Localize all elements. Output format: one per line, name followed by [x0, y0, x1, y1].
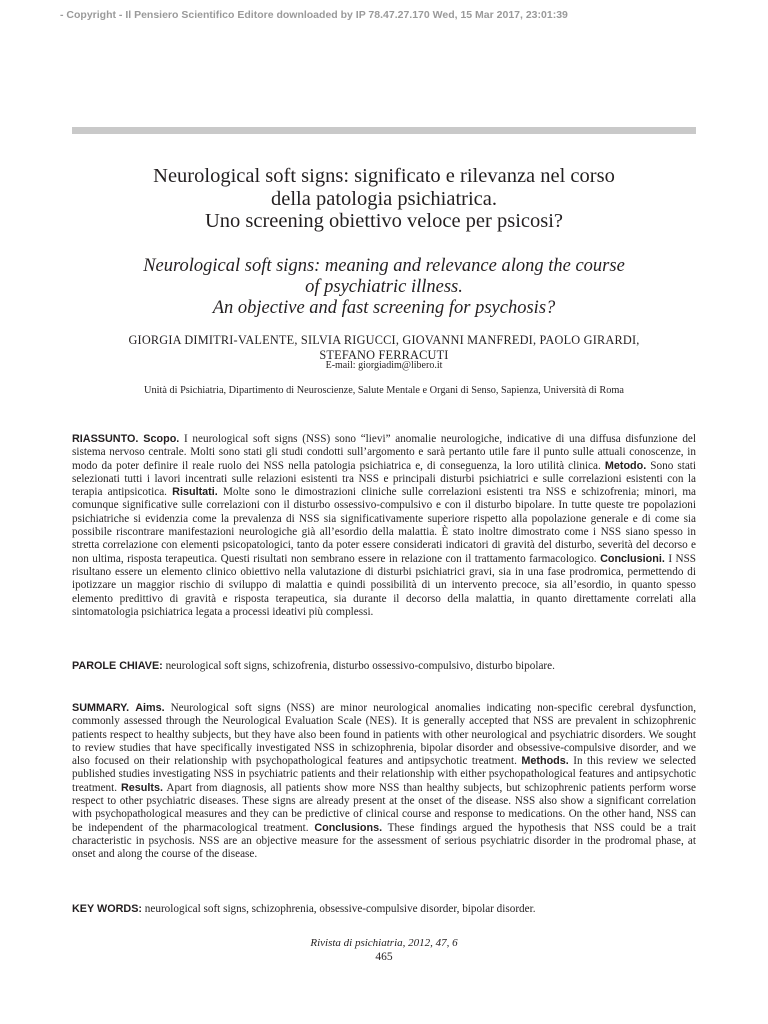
parole-chiave-text: neurological soft signs, schizofrenia, disturbo ossessivo-compulsivo, disturbo bipolare. [165, 660, 555, 672]
riassunto-heading: RIASSUNTO [72, 433, 136, 445]
author-list [60, 333, 708, 362]
parole-chiave-heading: PAROLE CHIAVE: [72, 660, 163, 672]
riassunto-abstract: RIASSUNTO. Scopo. I neurological soft signs (NSS) sono “lievi” anomalie neurologiche, indicative di una diffusa disfunzione del sistema nervoso centrale. Molti sono stati gli studi condotti sull’argomento e sarà pertanto utile fare il punto sulle attuali conoscenze, in modo da poter definire il reale ruolo dei NSS nella patologia psichiatrica e, di conseguenza, la loro utilità clinica. Metodo. Sono stati selezionati tutti i lavori incentrati sulle relazioni esistenti tra NSS e principali disturbi psichiatrici e sulle correlazioni esistenti con la terapia antipsicotica. Risultati. Molte sono le dimostrazioni cliniche sulle correlazioni esistenti tra NSS e schizofrenia; minori, ma comunque significative sulle correlazioni con il disturbo ossessivo-compulsivo e con il disturbo bipolare. In tutte queste tre popolazioni psichiatriche si evidenzia come la prevalenza di NSS sia significativamente superiore rispetto alla popolazione generale e di come sia possibile riscontrare manifestazioni neurologiche già all’esordio della malattia. È stato inoltre dimostrato come i NSS siano spesso in stretta correlazione con elementi psicopatologici, tanto da poter essere considerati indicatori di gravità del disturbo, severità del decorso e non ultima, risposta terapeutica. Questi risultati non sembrano essere in relazione con il trattamento farmacologico. Conclusioni. I NSS risultano essere un elemento clinico obiettivo nella valutazione di disturbi psichiatrici gravi, sia in una fase prodromica, permettendo di ipotizzare un maggior rischio di sviluppo di malattia e quindi possibilità di un intervento precoce, sia all’esordio, in quanto spesso elemento predittivo di gravità e risposta terapeutica, sia durante il decorso della malattia, in quanto direttamente correlati alla sintomatologia psichiatrica legata a processi ideativi più complessi. [72, 433, 697, 618]
conclusioni-heading: Conclusioni. [600, 552, 665, 565]
title-italian-line: Uno screening obiettivo veloce per psicosi? [204, 210, 564, 232]
key-words-text: neurological soft signs, schizophrenia, obsessive-compulsive disorder, bipolar disorder. [144, 903, 536, 915]
risultati-heading: Risultati. [172, 486, 218, 499]
metodo-heading: Metodo. [604, 459, 647, 472]
title-english-line: of psychiatric illness. [305, 277, 463, 297]
conclusions-heading: Conclusions. [314, 821, 383, 834]
title-italian-line: Neurological soft signs: significato e rilevanza nel corso [153, 165, 615, 187]
results-text: Apart from diagnosis, all patients show more NSS than healthy subjects, but schizophrenic patients perform worse respect to other psychiatric diseases. These signs are already present at the onset of the disease. NSS also show a significant correlation with psychopathological measures and they can be predictive of clinical course and response to medications. On the other hand, NSS can be independent of the pharmacological treatment. [72, 781, 697, 834]
risultati-text: Molte sono le dimostrazioni cliniche sulle correlazioni esistenti tra NSS e schizofrenia; minori, ma comunque significative sulle correlazioni con il disturbo ossessivo-compulsivo e con il disturbo bipolare. In tutte queste tre popolazioni psichiatriche si evidenzia come la prevalenza di NSS sia significativamente superiore rispetto alla popolazione generale e di come sia possibile riscontrare manifestazioni neurologiche già all’esordio della malattia. È stato inoltre dimostrato come i NSS siano spesso in stretta correlazione con elementi psicopatologici, tanto da poter essere considerati indicatori di gravità del disturbo, severità del decorso e non ultima, risposta terapeutica. Questi risultati non sembrano essere in relazione con il trattamento farmacologico. [72, 486, 696, 565]
affiliation: Unità di Psichiatria, Dipartimento di Neuroscienze, Salute Mentale e Organi di Senso, Sapienza, Università di Roma [144, 385, 624, 396]
title-italian [60, 165, 708, 233]
metodo-text: Sono stati selezionati tutti i lavori incentrati sulle relazioni esistenti tra NSS e principali disturbi psichiatrici e sulle correlazioni esistenti con la terapia antipsicotica. [72, 459, 697, 499]
author-line: STEFANO FERRACUTI [319, 347, 449, 362]
methods-text: In this review we selected published studies investigating NSS in psychiatric patients and their relationship with either psychopathological features and antipsychotic treatment. [72, 755, 697, 794]
parole-chiave [72, 660, 696, 673]
key-words [72, 903, 696, 916]
conclusions-text: These findings argued the hypothesis that NSS could be a trait characteristic in psychosis. NSS are an objective measure for the assessment of serious psychiatric disorder in the prodromal phase, at onset and along the course of the disease. [72, 821, 696, 861]
scopo-heading: Scopo. [143, 433, 180, 445]
methods-heading: Methods. [521, 755, 569, 768]
aims-text: Neurological soft signs (NSS) are minor neurological anomalies indicating non-specific cerebral dysfunction, commonly assessed through the Neurological Evaluation Scale (NES). It is generally accepted that NSS are prevalent in schizophrenic patients respect to healthy subjects, but they have also been found in patients with other neurological and psychiatric disorders. We sought to review studies that have specifically investigated NSS in schizophrenia, bipolar disorder and obsessive-compulsive disorder, and we also focused on their relationship with psychopathological features and antipsychotic treatment. [72, 702, 697, 768]
scopo-text: I neurological soft signs (NSS) sono “lievi” anomalie neurologiche, indicative di una diffusa disfunzione del sistema nervoso centrale. Molti sono stati gli studi condotti sull’argomento e sarà pertanto utile fare il punto sulle attuali conoscenze, in modo da poter definire il reale ruolo dei NSS nella patologia psichiatrica e, di conseguenza, la loro utilità clinica. [72, 433, 697, 472]
copyright-notice: - Copyright - Il Pensiero Scientifico Editore downloaded by IP 78.47.27.170 Wed, 15 Mar 2017, 23:01:39 [60, 9, 568, 21]
summary-heading: SUMMARY. [72, 702, 130, 714]
title-english-line: Neurological soft signs: meaning and relevance along the course [143, 256, 625, 276]
key-words-heading: KEY WORDS: [72, 903, 142, 915]
page-number: 465 [375, 951, 393, 963]
aims-heading: Aims. [135, 702, 165, 714]
title-italian-line: della patologia psichiatrica. [271, 187, 497, 210]
conclusioni-text: I NSS risultano essere un elemento clinico obiettivo nella valutazione di disturbi psichiatrici gravi, sia in una fase prodromica, permettendo di ipotizzare un maggior rischio di sviluppo di malattia e quindi possibilità di un intervento precoce, sia all’esordio, in quanto spesso elemento predittivo di gravità e risposta terapeutica, sia durante il decorso della malattia, in quanto direttamente correlati alla sintomatologia psichiatrica legata a processi ideativi più complessi. [72, 552, 697, 618]
author-email[interactable]: E-mail: giorgiadim@libero.it [325, 360, 443, 371]
header-rule [72, 127, 696, 134]
summary-abstract [72, 702, 696, 862]
author-line: GIORGIA DIMITRI-VALENTE, SILVIA RIGUCCI, GIOVANNI MANFREDI, PAOLO GIRARDI, [128, 333, 640, 347]
journal-citation: Rivista di psichiatria, 2012, 47, 6 [310, 937, 458, 949]
title-english [60, 256, 708, 319]
title-english-line: An objective and fast screening for psychosis? [212, 298, 556, 318]
results-heading: Results. [121, 781, 164, 794]
